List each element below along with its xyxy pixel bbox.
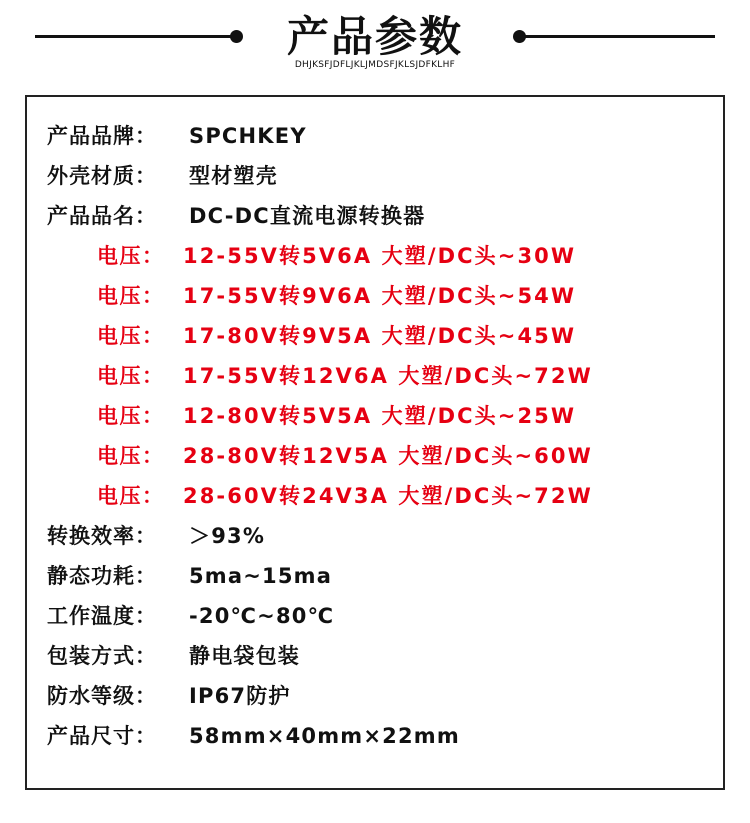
spec-label: 静态功耗： [47,564,157,588]
spec-row-material [47,161,278,191]
voltage-row [97,321,576,351]
page-header [0,0,750,90]
spec-value: 5ma~15ma [189,564,333,588]
spec-label: 包装方式： [47,644,157,668]
voltage-value: 12-80V转5V5A 大塑/DC头~25W [183,404,577,428]
voltage-value: 17-55V转9V6A 大塑/DC头~54W [183,284,577,308]
spec-row-temperature [47,601,334,631]
voltage-row [97,441,593,471]
spec-value: ＞93% [189,524,266,548]
spec-value: 静电袋包装 [189,644,300,668]
voltage-label: 电压： [97,324,165,348]
page-subtitle: DHJKSFJDFLJKLJMDSFJKLSJDFKLHF [294,60,456,70]
spec-value: SPCHKEY [189,124,307,148]
spec-row-packaging [47,641,300,671]
spec-label: 外壳材质： [47,164,157,188]
spec-row-brand [47,121,307,151]
spec-panel [25,95,725,790]
spec-label: 工作温度： [47,604,157,628]
spec-row-dimensions [47,721,460,751]
spec-label: 产品尺寸： [47,724,157,748]
voltage-row [97,401,576,431]
spec-label: 防水等级： [47,684,157,708]
spec-value: 58mm×40mm×22mm [189,724,460,748]
voltage-row [97,361,593,391]
voltage-value: 28-80V转12V5A 大塑/DC头~60W [183,444,593,468]
voltage-value: 17-55V转12V6A 大塑/DC头~72W [183,364,593,388]
spec-row-quiescent-power [47,561,332,591]
voltage-label: 电压： [97,364,165,388]
voltage-label: 电压： [97,404,165,428]
spec-value: -20℃~80℃ [189,604,335,628]
spec-row-efficiency [47,521,265,551]
voltage-row [97,241,576,271]
voltage-label: 电压： [97,284,165,308]
spec-value: IP67防护 [189,684,291,708]
page-title: 产品参数 [286,12,463,61]
voltage-value: 17-80V转9V5A 大塑/DC头~45W [183,324,577,348]
voltage-value: 28-60V转24V3A 大塑/DC头~72W [183,484,593,508]
spec-row-product-name [47,201,425,231]
spec-label: 产品品牌： [47,124,157,148]
spec-value: 型材塑壳 [189,164,278,188]
spec-label: 转换效率： [47,524,157,548]
voltage-value: 12-55V转5V6A 大塑/DC头~30W [183,244,577,268]
spec-label: 产品品名： [47,204,157,228]
voltage-label: 电压： [97,484,165,508]
voltage-row [97,281,576,311]
spec-value: DC-DC直流电源转换器 [189,204,426,228]
voltage-label: 电压： [97,244,165,268]
voltage-row [97,481,593,511]
spec-row-waterproof [47,681,291,711]
voltage-label: 电压： [97,444,165,468]
